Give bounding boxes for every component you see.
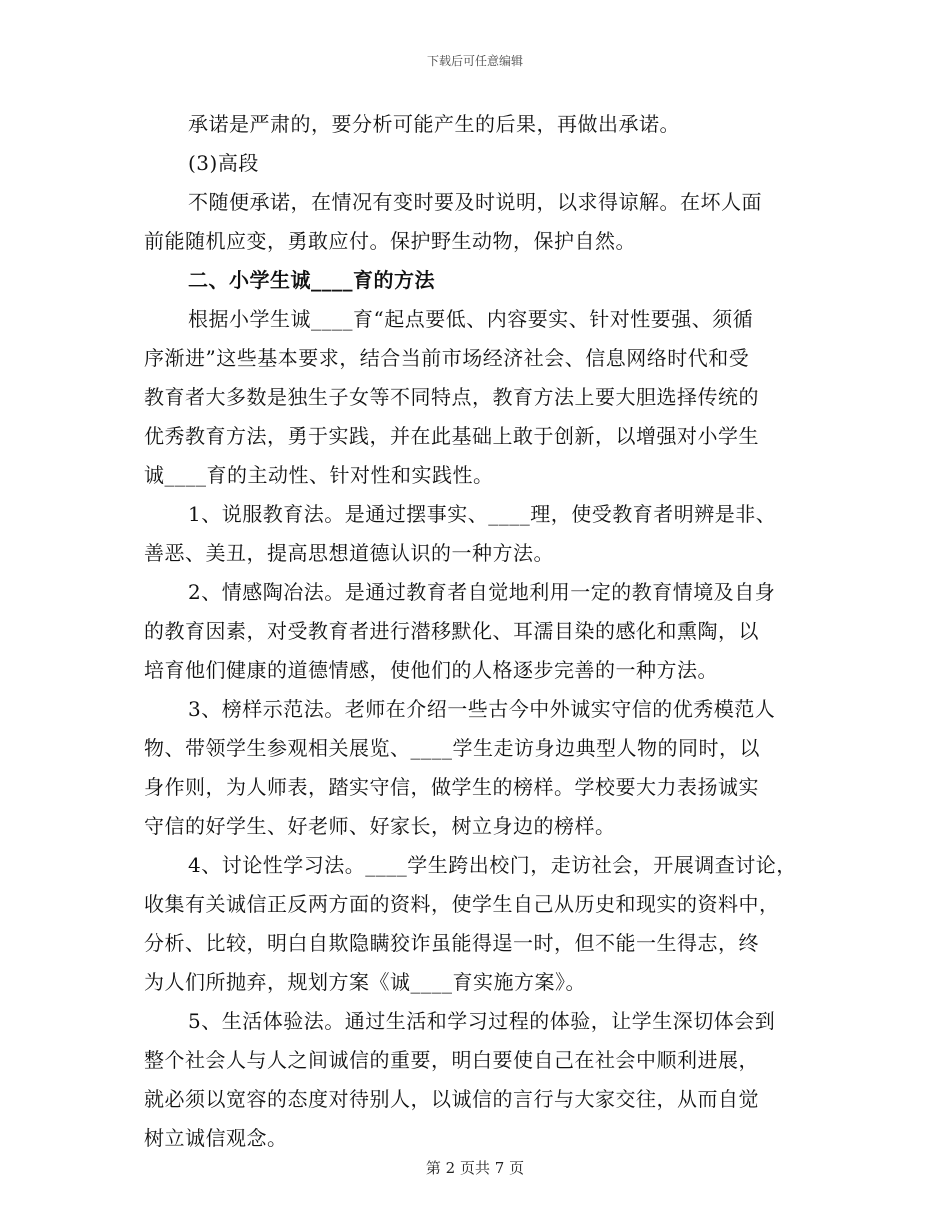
page-footer: 第 2 页共 7 页 — [425, 1159, 525, 1177]
paragraph-line: 承诺是严肃的，要分析可能产生的后果，再做出承诺。 — [188, 112, 680, 136]
method-line: 3、榜样示范法。老师在介绍一些古今中外诚实守信的优秀模范人 — [188, 697, 776, 721]
paragraph-line: 前能随机应变，勇敢应付。保护野生动物，保护自然。 — [144, 229, 636, 253]
paragraph-line: 就必须以宽容的态度对待别人，以诚信的言行与大家交往，从而自觉 — [144, 1087, 759, 1111]
method-line: 5、生活体验法。通过生活和学习过程的体验，让学生深切体会到 — [188, 1009, 776, 1033]
paragraph-line: 树立诚信观念。 — [144, 1126, 288, 1150]
section-label: (3)高段 — [188, 151, 259, 175]
paragraph-line: 善恶、美丑，提高思想道德认识的一种方法。 — [144, 541, 554, 565]
paragraph-line: 教育者大多数是独生子女等不同特点，教育方法上要大胆选择传统的 — [144, 385, 759, 409]
paragraph-line: 诚____育的主动性、针对性和实践性。 — [144, 463, 494, 487]
paragraph-line: 为人们所抛弃，规划方案《诚____育实施方案》。 — [144, 970, 586, 994]
paragraph-line: 身作则，为人师表，踏实守信，做学生的榜样。学校要大力表扬诚实 — [144, 775, 759, 799]
paragraph-line: 分析、比较，明白自欺隐瞒狡诈虽能得逞一时，但不能一生得志，终 — [144, 931, 759, 955]
paragraph-line: 培育他们健康的道德情感，使他们的人格逐步完善的一种方法。 — [144, 658, 718, 682]
method-line: 4、讨论性学习法。____学生跨出校门，走访社会，开展调查讨论， — [188, 853, 797, 877]
paragraph-line: 收集有关诚信正反两方面的资料，使学生自己从历史和现实的资料中， — [144, 892, 780, 916]
method-line: 2、情感陶冶法。是通过教育者自觉地利用一定的教育情境及自身 — [188, 580, 776, 604]
paragraph-line: 根据小学生诚____育“起点要低、内容要实、针对性要强、须循 — [188, 307, 754, 331]
method-line: 1、说服教育法。是通过摆事实、____理，使受教育者明辨是非、 — [188, 502, 777, 526]
paragraph-line: 守信的好学生、好老师、好家长，树立身边的榜样。 — [144, 814, 616, 838]
paragraph-line: 的教育因素，对受教育者进行潜移默化、耳濡目染的感化和熏陶，以 — [144, 619, 759, 643]
paragraph-line: 不随便承诺，在情况有变时要及时说明，以求得谅解。在坏人面 — [188, 190, 762, 214]
paragraph-line: 物、带领学生参观相关展览、____学生走访身边典型人物的同时，以 — [144, 736, 760, 760]
page-header: 下载后可任意编辑 — [426, 54, 523, 68]
paragraph-line: 优秀教育方法，勇于实践，并在此基础上敢于创新，以增强对小学生 — [144, 424, 759, 448]
paragraph-line: 整个社会人与人之间诚信的重要，明白要使自己在社会中顺利进展， — [144, 1048, 759, 1072]
section-heading: 二、小学生诚____育的方法 — [188, 268, 435, 292]
paragraph-line: 序渐进”这些基本要求，结合当前市场经济社会、信息网络时代和受 — [144, 346, 750, 370]
